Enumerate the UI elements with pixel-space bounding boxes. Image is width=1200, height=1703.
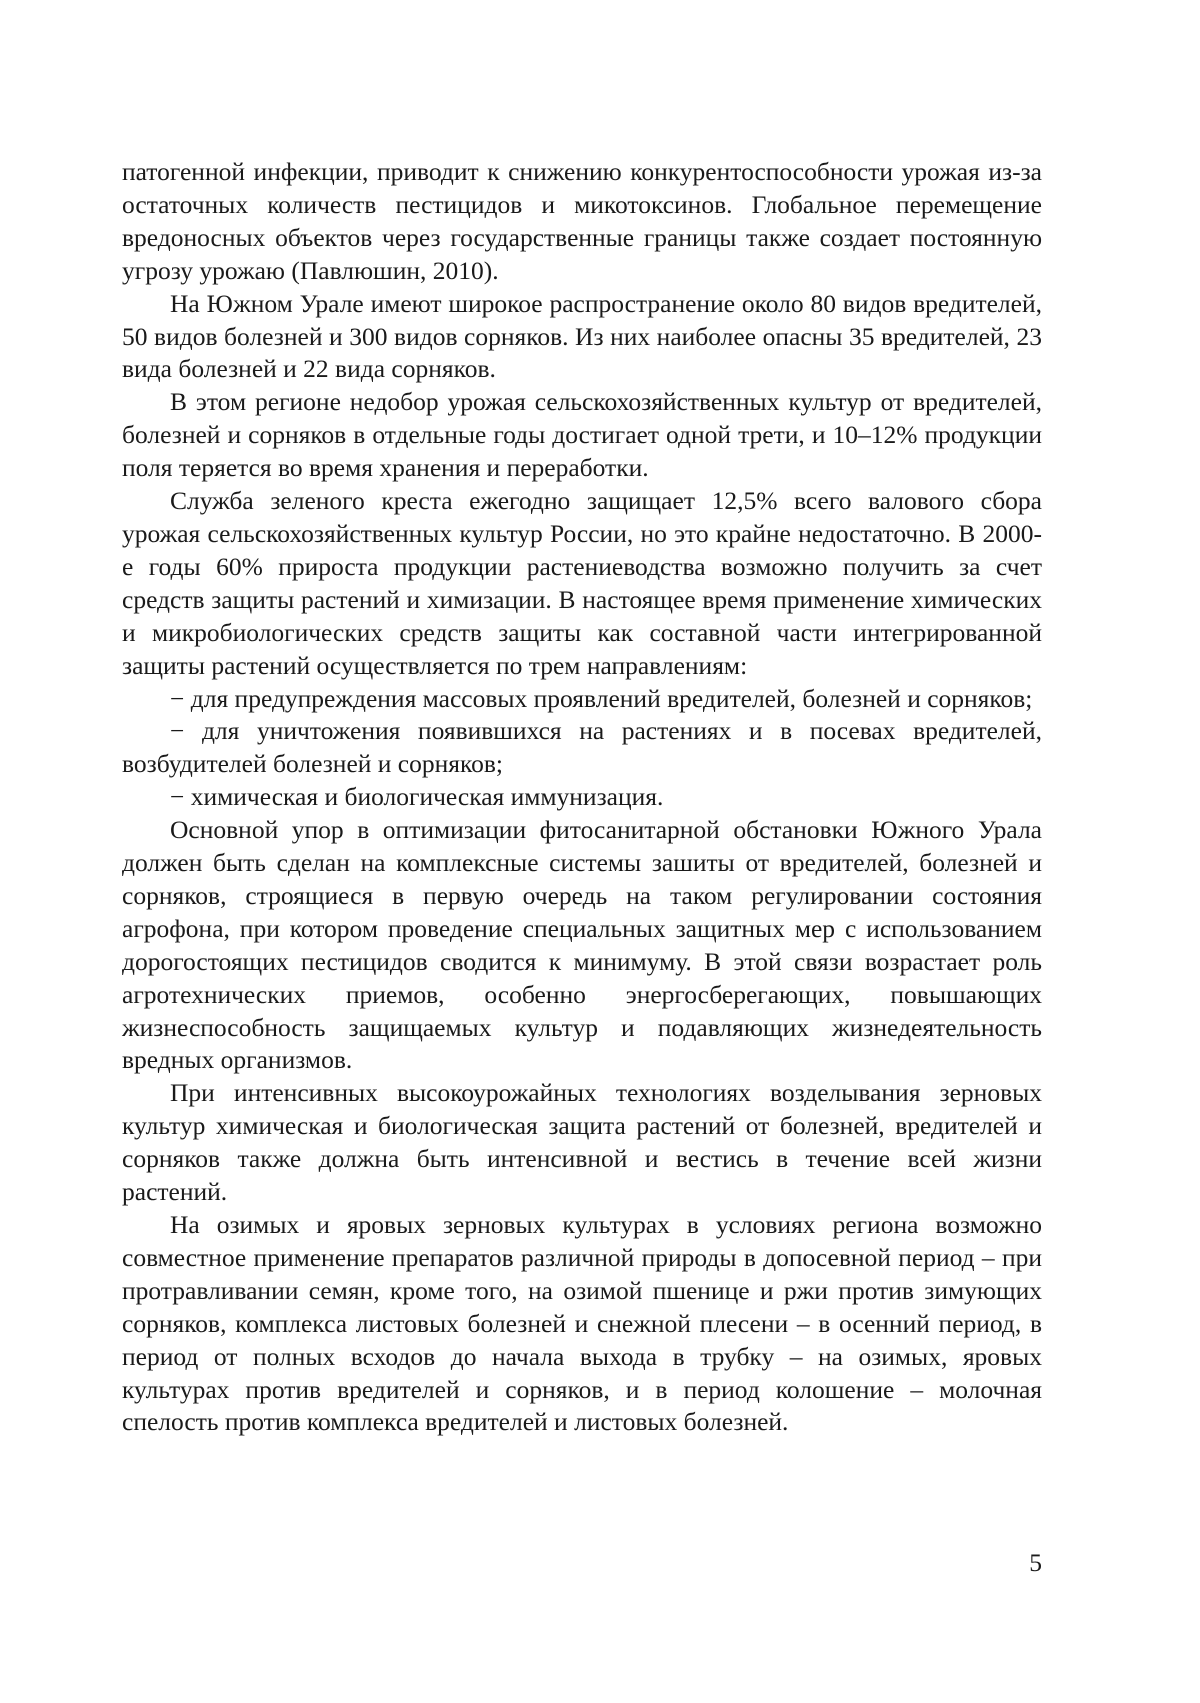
- list-item-3: − химическая и биологическая иммунизация.: [170, 782, 664, 812]
- paragraph-7: На озимых и яровых зерновых культурах в условиях региона возможно совместное применение препаратов различной природы в допосевной период – при протравливании семян, кроме того, на озимой пшенице и ржи против зимующих сорняков, комплекса листовых болезней и снежной плесени – в осенний период, в период от полных всходов до начала выхода в трубку – на озимых, яровых культурах против вредителей и сорняков, и в период колошение – молочная спелость против комплекса вредителей и листовых болезней.: [122, 1210, 1042, 1437]
- body-text: [122, 156, 1042, 1439]
- paragraph-4: Служба зеленого креста ежегодно защищает 12,5% всего валового сбора урожая сельскохозяйственных культур России, но это крайне недостаточно. В 2000-е годы 60% прироста продукции растениеводства возможно получить за счет средств защиты растений и химизации. В настоящее время применение химических и микробиологических средств защиты как составной части интегрированной защиты растений осуществляется по трем направлениям:: [122, 486, 1042, 680]
- paragraph-3: В этом регионе недобор урожая сельскохозяйственных культур от вредителей, болезней и сорняков в отдельные годы достигает одной трети, и 10–12% продукции поля теряется во время хранения и переработки.: [122, 387, 1042, 483]
- list-item-2: − для уничтожения появившихся на растениях и в посевах вредителей, возбудителей болезней и сорняков;: [122, 716, 1042, 779]
- paragraph-2: На Южном Урале имеют широкое распространение около 80 видов вредителей, 50 видов болезней и 300 видов сорняков. Из них наиболее опасны 35 вредителей, 23 вида болезней и 22 вида сорняков.: [122, 288, 1042, 384]
- page-number: 5: [1029, 1548, 1042, 1577]
- list-item-1: − для предупреждения массовых проявлений вредителей, болезней и сорняков;: [170, 683, 1033, 713]
- paragraph-1: патогенной инфекции, приводит к снижению конкурентоспособности урожая из-за остаточных количеств пестицидов и микотоксинов. Глобальное перемещение вредоносных объектов через государственные границы также создает постоянную угрозу урожаю (Павлюшин, 2010).: [122, 157, 1042, 285]
- paragraph-6: При интенсивных высокоурожайных технологиях возделывания зерновых культур химическая и биологическая защита растений от болезней, вредителей и сорняков также должна быть интенсивной и вестись в течение всей жизни растений.: [122, 1078, 1042, 1207]
- paragraph-5: Основной упор в оптимизации фитосанитарной обстановки Южного Урала должен быть сделан на комплексные системы зашиты от вредителей, болезней и сорняков, строящиеся в первую очередь на таком регулировании состояния агрофона, при котором проведение специальных защитных мер с использованием дорогостоящих пестицидов сводится к минимуму. В этой связи возрастает роль агротехнических приемов, особенно энергосберегающих, повышающих жизнеспособность защищаемых культур и подавляющих жизнедеятельность вредных организмов.: [122, 815, 1042, 1075]
